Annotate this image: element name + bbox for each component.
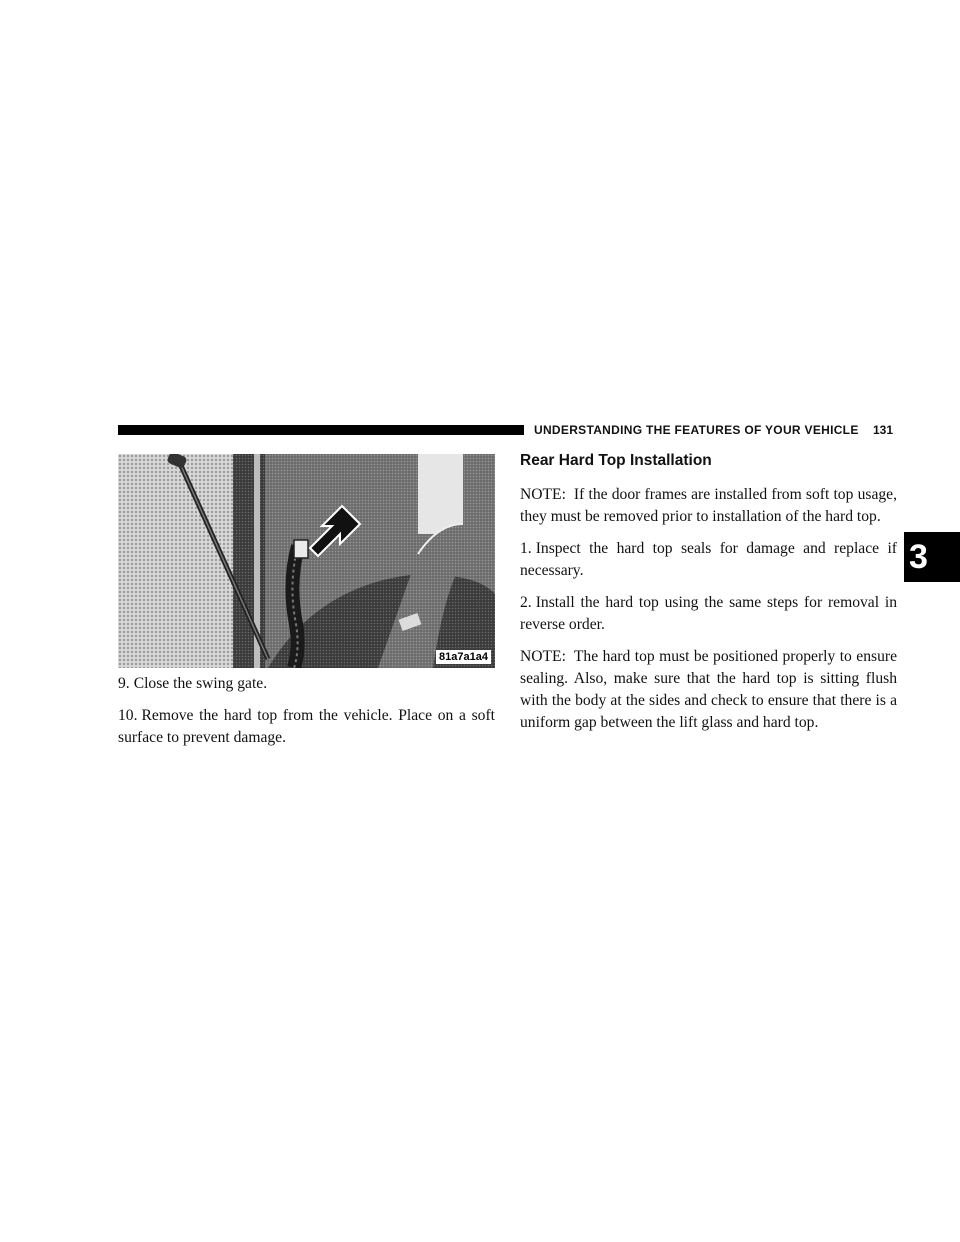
- section-title: Rear Hard Top Installation: [520, 452, 712, 469]
- right-column: [520, 448, 897, 744]
- note-label: NOTE:: [520, 648, 566, 665]
- chapter-tab: 3: [904, 532, 960, 582]
- step-text: Inspect the hard top seals for damage and replace if necessary.: [520, 540, 897, 579]
- header-rule: [118, 425, 524, 435]
- figure-hard-top-latch: [118, 454, 495, 668]
- step-number: 10.: [118, 707, 138, 724]
- step-number: 9.: [118, 675, 130, 692]
- step-number: 2.: [520, 594, 532, 611]
- note-1: [520, 484, 897, 528]
- step-number: 1.: [520, 540, 532, 557]
- figure-illustration: [118, 454, 495, 668]
- figure-id-label: 81a7a1a4: [436, 650, 491, 664]
- step-2: [520, 592, 897, 636]
- running-header-title: UNDERSTANDING THE FEATURES OF YOUR VEHICLE: [534, 423, 859, 437]
- note-text: If the door frames are installed from soft top usage, they must be removed prior to installation of the hard top.: [520, 486, 897, 525]
- step-1: [520, 538, 897, 582]
- note-text: The hard top must be positioned properly to ensure sealing. Also, make sure that the hard top is sitting flush with the body at the sides and check to ensure that there is a uniform gap between the lift glass and hard top.: [520, 648, 897, 731]
- note-2: [520, 646, 897, 734]
- step-text: Install the hard top using the same steps for removal in reverse order.: [520, 594, 897, 633]
- step-9: [118, 673, 495, 695]
- step-text: Remove the hard top from the vehicle. Place on a soft surface to prevent damage.: [118, 707, 495, 746]
- left-column: [118, 673, 495, 759]
- step-10: [118, 705, 495, 749]
- page-number: 131: [873, 423, 894, 437]
- step-text: Close the swing gate.: [133, 675, 268, 692]
- note-label: NOTE:: [520, 486, 566, 503]
